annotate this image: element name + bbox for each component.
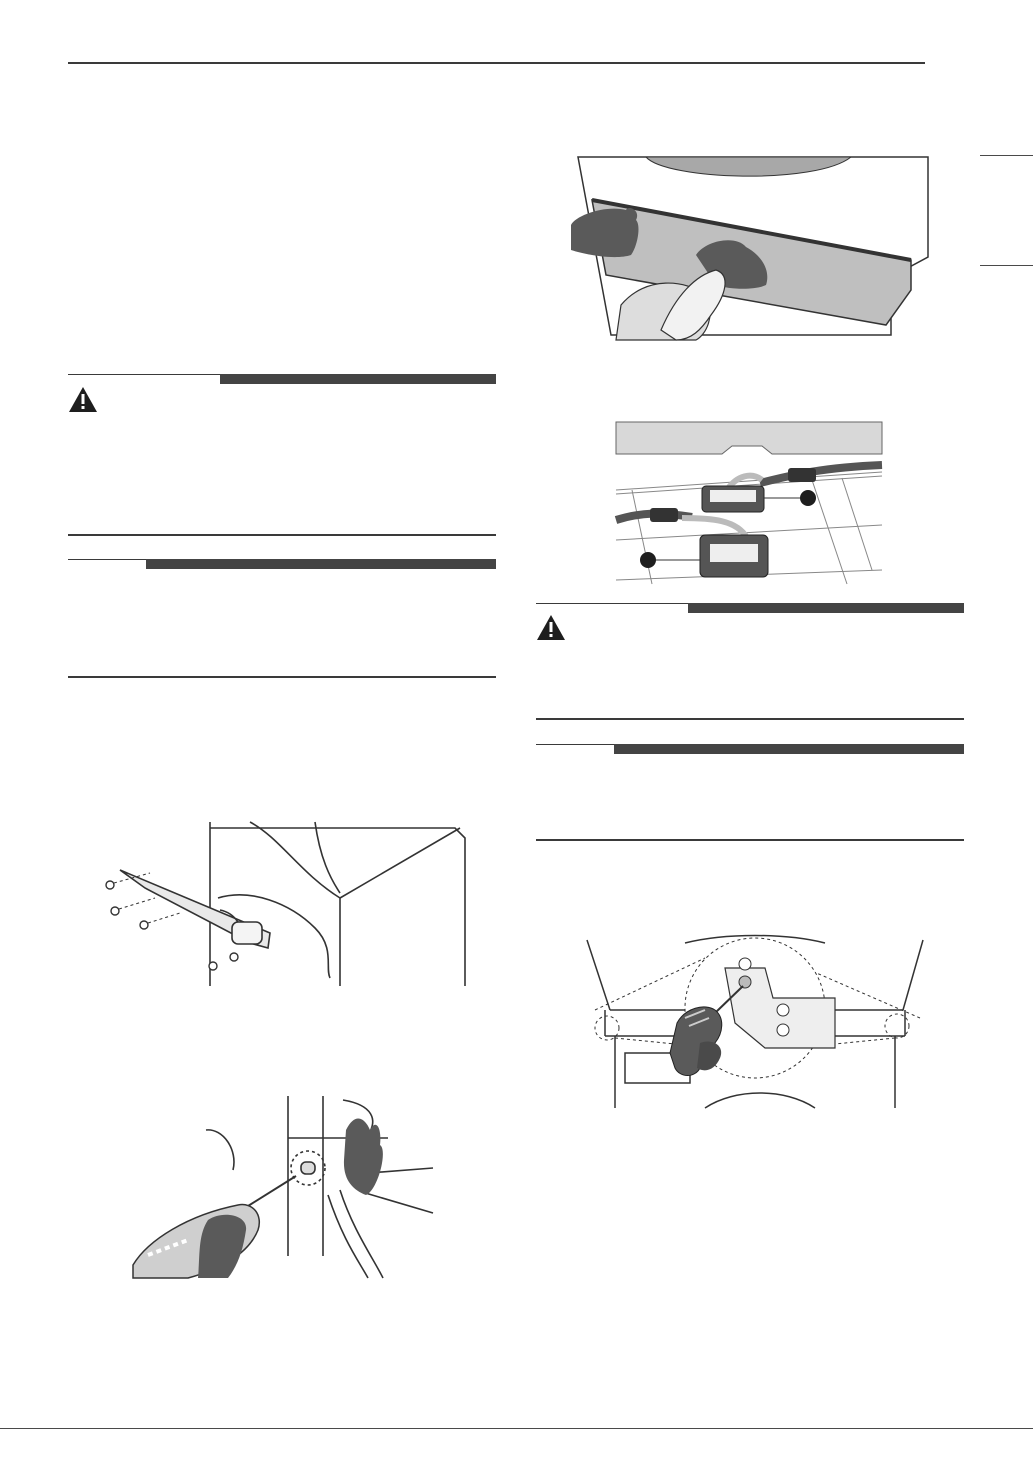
bottom-rule: [0, 1428, 1033, 1429]
connector-illustration: [612, 420, 884, 584]
note-end-rule-right: [536, 839, 964, 841]
note-header-bar-left: [68, 559, 496, 569]
warning-triangle-icon: [536, 614, 566, 641]
side-tab-top-line: [980, 155, 1033, 156]
top-rule: [68, 62, 925, 64]
side-tab-bottom-line: [980, 265, 1033, 266]
warning-end-rule-right: [536, 718, 964, 720]
warning-header-bar-right: [536, 603, 964, 613]
warning-end-rule-left: [68, 534, 496, 536]
screwdriver-illustration: [585, 938, 925, 1108]
note-header-bar-right: [536, 744, 964, 754]
warning-header-bar-left: [68, 374, 496, 384]
bracket-screws-illustration: [100, 818, 470, 986]
warning-triangle-icon: [68, 386, 98, 413]
note-end-rule-left: [68, 676, 496, 678]
drill-illustration: [128, 1090, 438, 1278]
front-panel-illustration: [566, 155, 928, 340]
